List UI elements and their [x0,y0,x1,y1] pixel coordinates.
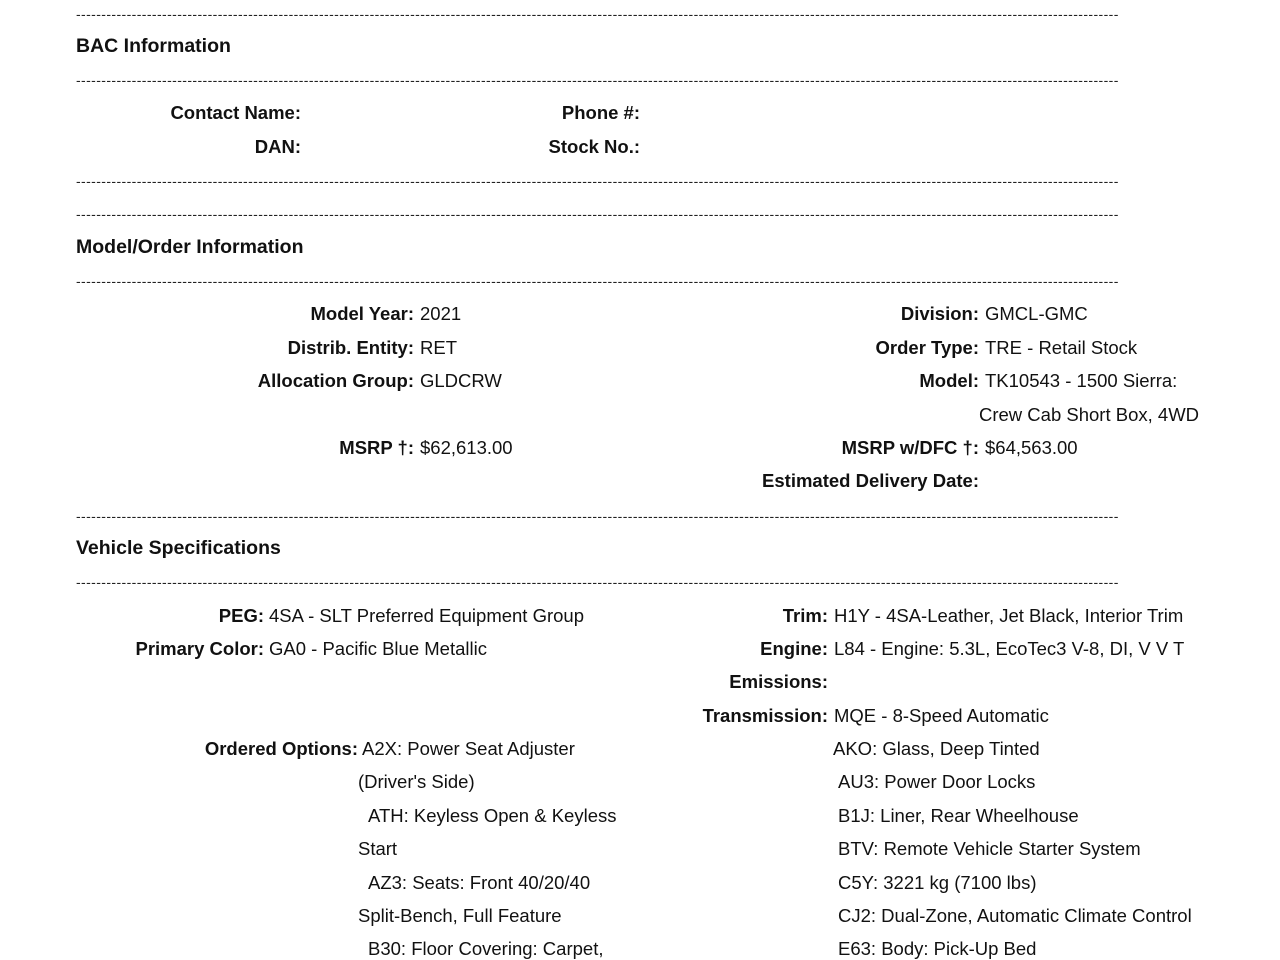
model-value-line1: TK10543 - 1500 Sierra: [985,370,1178,391]
separator-line: -------------------------------------------------------------------------------------------------------------------------------------------------------------------------------------------------------------- [76,206,1119,222]
division-label: Division: [900,303,979,324]
order-type-label: Order Type: [875,337,979,358]
option-item: C5Y: 3221 kg (7100 lbs) [838,872,1037,893]
division-value: GMCL-GMC [985,303,1088,324]
model-label: Model: [919,370,979,391]
option-item: B1J: Liner, Rear Wheelhouse [838,805,1079,826]
option-item: A2X: Power Seat Adjuster [362,738,575,759]
trim-label: Trim: [782,605,828,626]
estimated-delivery-label: Estimated Delivery Date: [762,470,979,491]
bac-section-title: BAC Information [76,35,231,57]
separator-line: -------------------------------------------------------------------------------------------------------------------------------------------------------------------------------------------------------------- [76,173,1119,189]
allocation-group-label: Allocation Group: [257,370,414,391]
contact-name-label: Contact Name: [170,102,301,123]
option-item: Split-Bench, Full Feature [358,905,562,926]
peg-value: 4SA - SLT Preferred Equipment Group [269,605,585,626]
stock-no-label: Stock No.: [548,136,640,157]
distrib-entity-label: Distrib. Entity: [287,337,414,358]
msrp-label: MSRP †: [339,437,414,458]
model-year-value: 2021 [420,303,462,324]
model-value-line2: Crew Cab Short Box, 4WD [979,404,1200,425]
primary-color-label: Primary Color: [135,638,264,659]
peg-label: PEG: [218,605,264,626]
primary-color-value: GA0 - Pacific Blue Metallic [269,638,487,659]
option-item: Start [358,838,398,859]
option-item: AKO: Glass, Deep Tinted [833,738,1040,759]
emissions-label: Emissions: [729,671,828,692]
engine-label: Engine: [760,638,828,659]
option-item: ATH: Keyless Open & Keyless [368,805,617,826]
specs-section-title: Vehicle Specifications [76,537,281,559]
option-item: CJ2: Dual-Zone, Automatic Climate Control [838,905,1192,926]
separator-line: -------------------------------------------------------------------------------------------------------------------------------------------------------------------------------------------------------------- [76,6,1119,22]
transmission-value: MQE - 8-Speed Automatic [834,705,1049,726]
option-item: BTV: Remote Vehicle Starter System [838,838,1141,859]
msrp-dfc-label: MSRP w/DFC †: [841,437,979,458]
option-item: (Driver's Side) [358,771,475,792]
distrib-entity-value: RET [420,337,457,358]
model-year-label: Model Year: [310,303,414,324]
separator-line: -------------------------------------------------------------------------------------------------------------------------------------------------------------------------------------------------------------- [76,574,1119,590]
msrp-value: $62,613.00 [420,437,513,458]
transmission-label: Transmission: [702,705,828,726]
allocation-group-value: GLDCRW [420,370,502,391]
phone-label: Phone #: [561,102,640,123]
option-item: AZ3: Seats: Front 40/20/40 [368,872,591,893]
trim-value: H1Y - 4SA-Leather, Jet Black, Interior Trim [834,605,1184,626]
option-item: B30: Floor Covering: Carpet, [368,938,604,959]
option-item: AU3: Power Door Locks [838,771,1036,792]
order-type-value: TRE - Retail Stock [985,337,1138,358]
model-section-title: Model/Order Information [76,236,304,258]
option-item: E63: Body: Pick-Up Bed [838,938,1037,959]
engine-value: L84 - Engine: 5.3L, EcoTec3 V-8, DI, V V T [834,638,1185,659]
separator-line: -------------------------------------------------------------------------------------------------------------------------------------------------------------------------------------------------------------- [76,273,1119,289]
msrp-dfc-value: $64,563.00 [985,437,1078,458]
separator-line: -------------------------------------------------------------------------------------------------------------------------------------------------------------------------------------------------------------- [76,508,1119,524]
dan-label: DAN: [254,136,301,157]
separator-line: -------------------------------------------------------------------------------------------------------------------------------------------------------------------------------------------------------------- [76,72,1119,88]
ordered-options-label: Ordered Options: [204,738,358,759]
